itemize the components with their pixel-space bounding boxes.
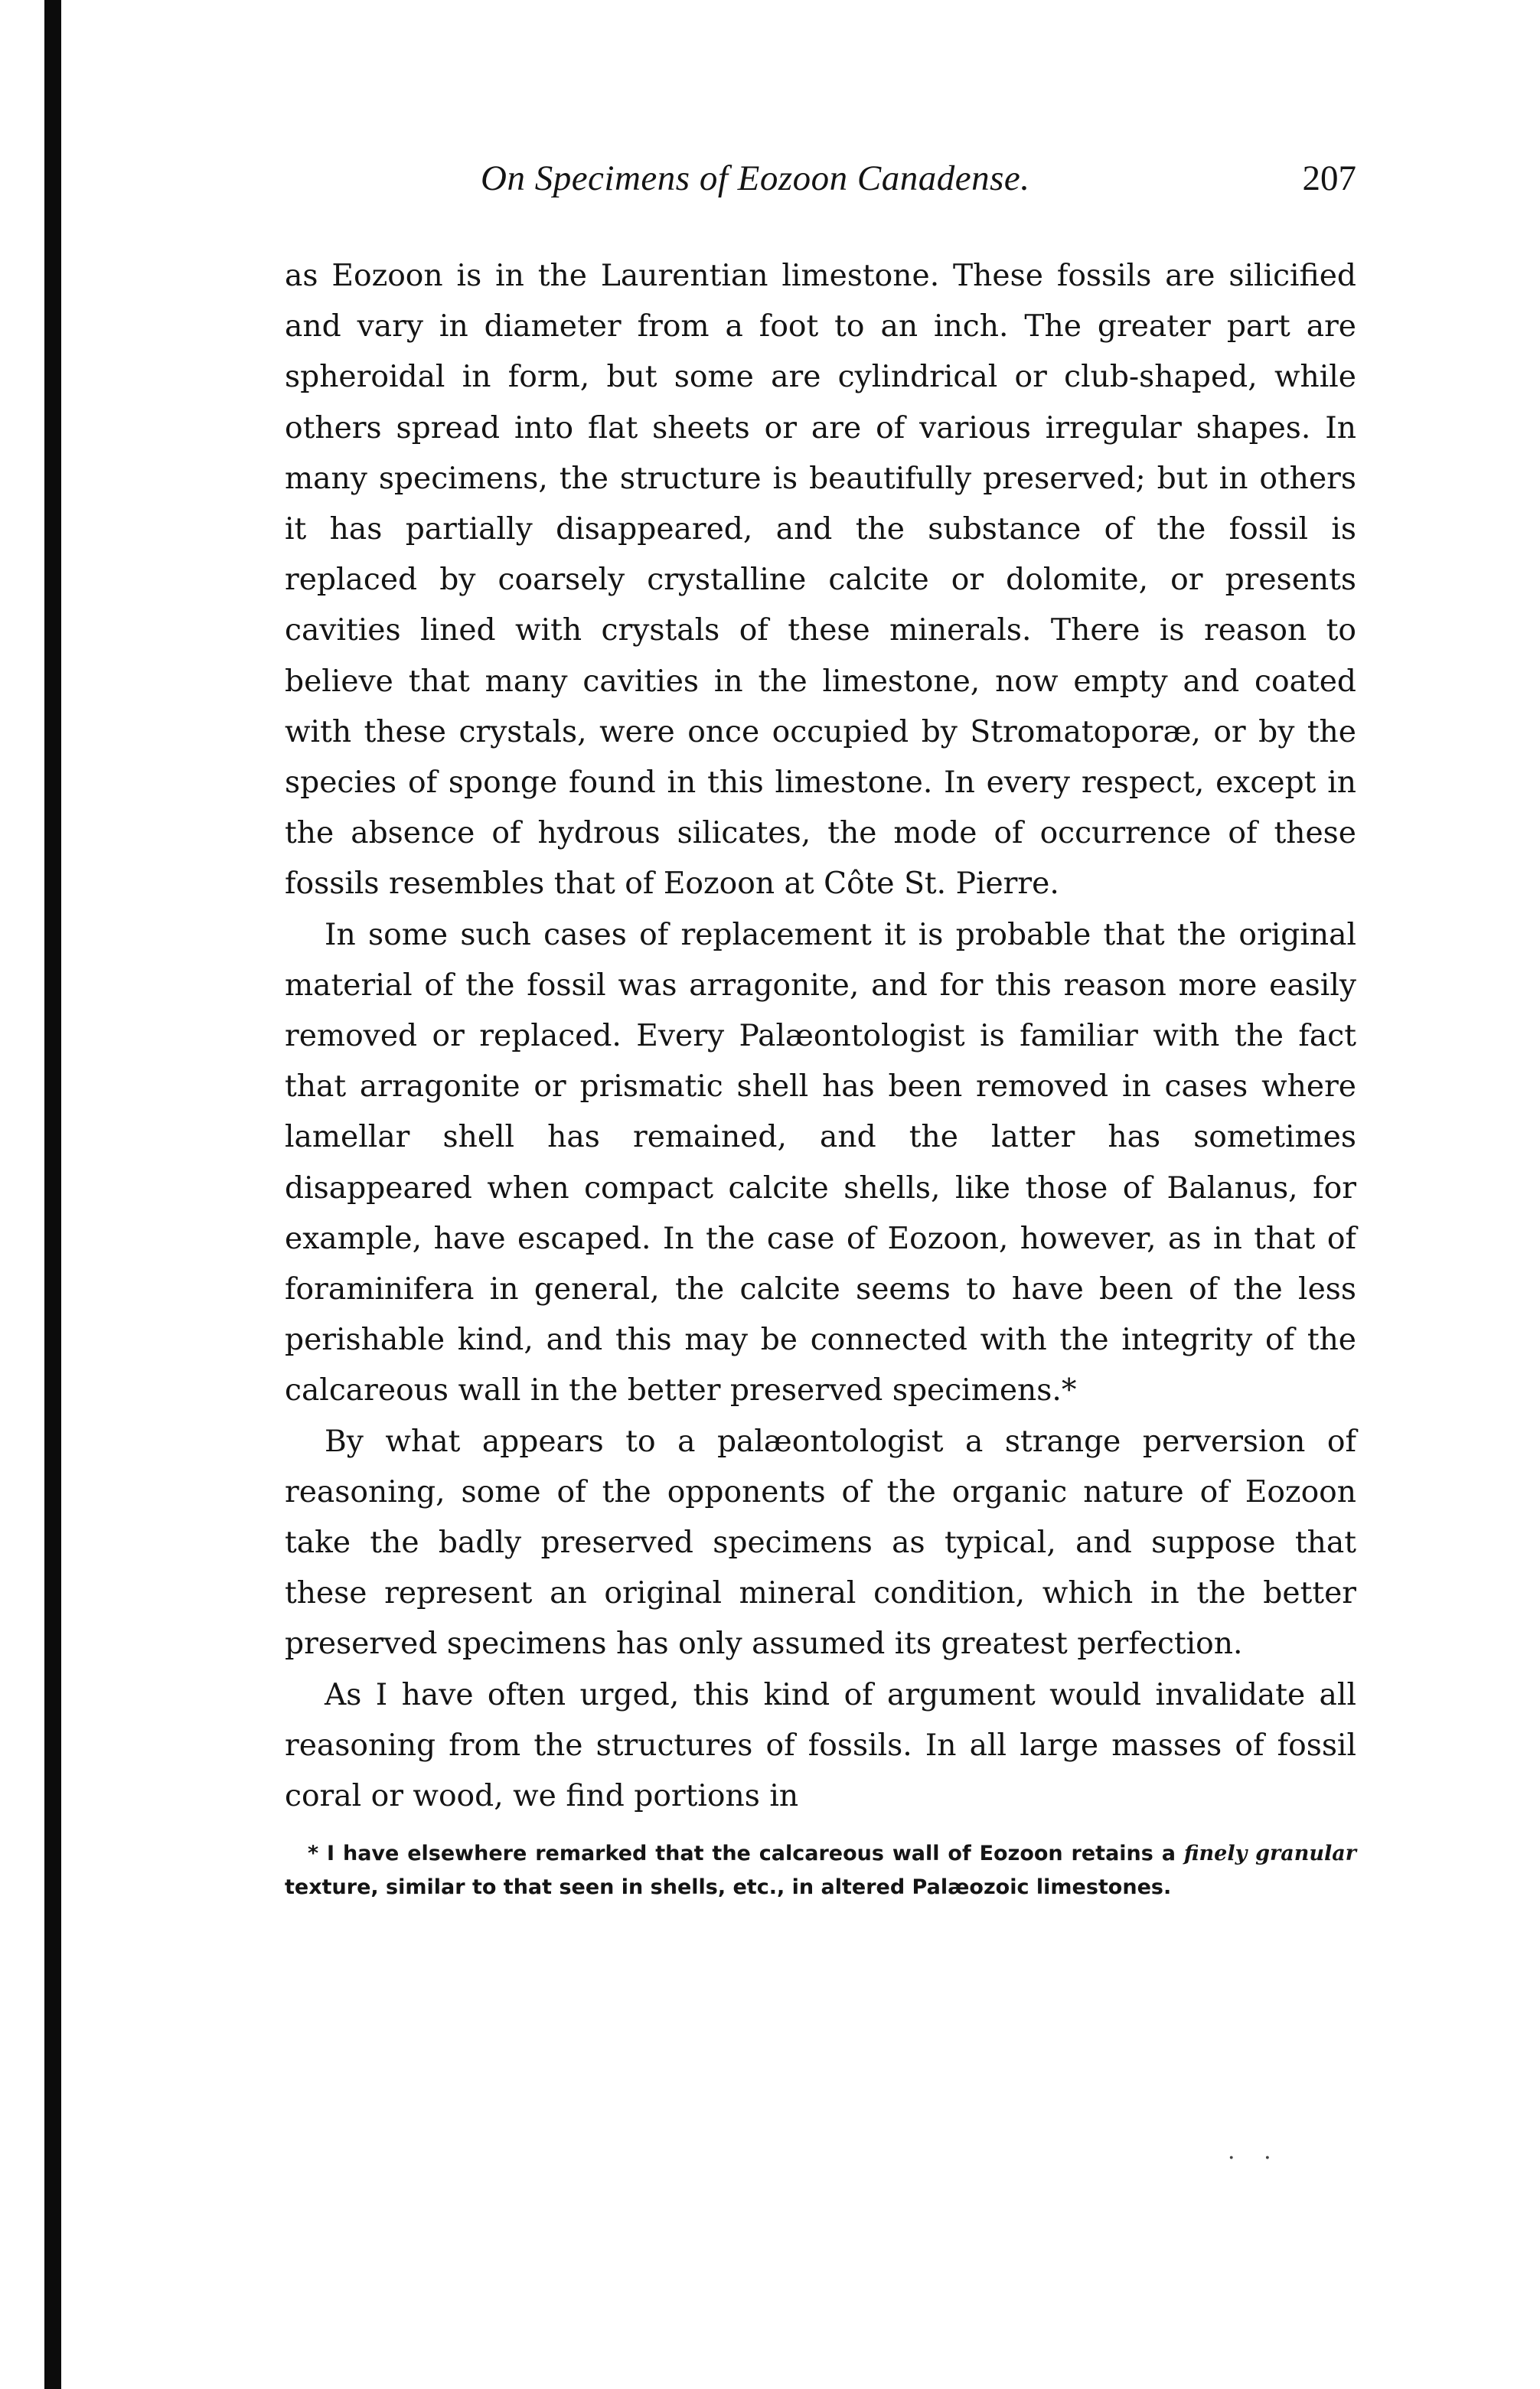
running-title: On Specimens of Eozoon Canadense. xyxy=(481,158,1030,198)
scan-binding-edge xyxy=(44,0,61,2389)
scan-specks: · · xyxy=(1228,2145,1282,2172)
footnote-marker: * xyxy=(308,1842,328,1866)
footnote-emphasis: finely granular xyxy=(1183,1842,1356,1866)
book-page xyxy=(285,158,1356,1904)
paragraph-1: as Eozoon is in the Laurentian limestone. These fossils are silicified and vary in diameter from a foot to an inch. The greater part are spheroidal in form, but some are cylindrical or club-shaped, while others spread into flat sheets or are of various irregular shapes. In many specimens, the structure is beautifully preserved; but in others it has partially disappeared, and the substance of the fossil is replaced by coarsely crystalline calcite or dolomite, or presents cavities lined with crystals of these minerals. There is reason to believe that many cavities in the limestone, now empty and coated with these crystals, were once occupied by Stromatoporæ, or by the species of sponge found in this limestone. In every respect, except in the absence of hydrous silicates, the mode of occurrence of these fossils resembles that of Eozoon at Côte St. Pierre. xyxy=(285,259,1356,902)
paragraph-4: As I have often urged, this kind of argument would invalidate all reasoning from the structures of fossils. In all large masses of fossil coral or wood, we find portions in xyxy=(285,1677,1356,1814)
page-number: 207 xyxy=(1302,158,1356,198)
footnote-text-before: I have elsewhere remarked that the calcareous wall of Eozoon retains a xyxy=(327,1842,1184,1866)
footnote xyxy=(285,1837,1356,1904)
paragraph-3: By what appears to a palæontologist a strange perversion of reasoning, some of the opponents of the organic nature of Eozoon take the badly preserved specimens as typical, and suppose that these represent an original mineral condition, which in the better preserved specimens has only assumed its greatest perfection. xyxy=(285,1424,1356,1662)
footnote-text-after: texture, similar to that seen in shells, etc., in altered Palæozoic limestones. xyxy=(285,1875,1172,1900)
body-text xyxy=(285,251,1356,1822)
paragraph-2: In some such cases of replacement it is probable that the original material of the fossil was arragonite, and for this reason more easily removed or replaced. Every Palæontologist is familiar with the fact that arragonite or prismatic shell has been removed in cases where lamellar shell has remained, and the latter has sometimes disappeared when compact calcite shells, like those of Balanus, for example, have escaped. In the case of Eozoon, however, as in that of foraminifera in general, the calcite seems to have been of the less perishable kind, and this may be connected with the integrity of the calcareous wall in the better preserved specimens.* xyxy=(285,917,1356,1408)
running-head xyxy=(285,158,1356,211)
